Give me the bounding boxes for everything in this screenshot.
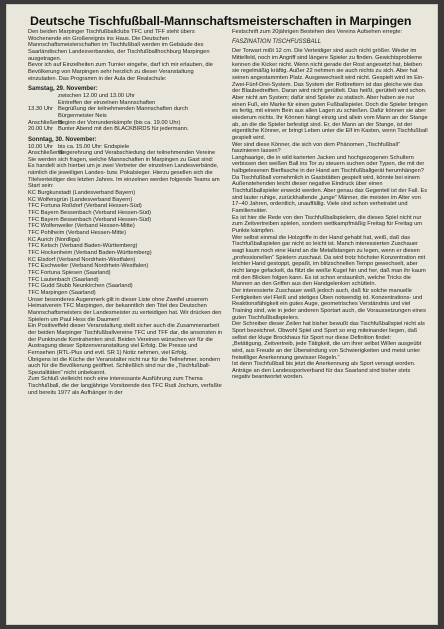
team-item: TFC Bayern Bessenbach (Verband Hessen-Süd) [28,216,151,223]
schedule-row: 13.30 Uhr Begrüßung der teilnehmenden Mannschaften durch Bürgermeister Neis [28,106,188,119]
body-paragraph: Anträge an den Landessportverband für das Saarland sind bisher stets negativ beantwortet worden. [232,367,411,381]
team-item: TFC Lautenbach (Saarland) [28,276,99,283]
body-paragraph: Der interessierte Zuschauer weiß jedoch auch, daß für solche manuelle Fertigkeiten viel Fleiß und stetiges Üben notwendig ist. Konzentrations- und Reaktionsfähigkeit ein gutes Auge, geometrisches Verständnis und viel Training sind, wie in jeder anderen Sportart auch, die Voraussetzungen eines guten Tischfußballspielers. [232,287,426,321]
body-paragraph: Es ist hier die Rede von den Tischfußballspielern, die dieses Spiel nicht nur zum Zeitvertreiben spielen, sondern wettkampfmäßig Freitag für Freitag um Punkte kämpfen. [232,214,422,235]
schedule-row: 10.00 Uhr bis ca. 15.00 Uhr: Endspiele [28,143,130,150]
team-item: TFC Fortuna Roßdorf (Verband Hessen-Süd) [28,203,142,210]
body-paragraph: Wer selbst einmal die Holzgriffe in der Hand gehabt hat, weiß, daß das Tischfußballspielen gar nicht so leicht ist. Manch interessierten Zuschauer wagt kaum noch eine Hand an die Metallstangen zu legen, wenn er diesen „professionellen“ Spielern zuschaut. Da wird trotz höchster Konzentration mit leichter Hand gestoppt, gepaßt, im blitzschnellen Tempo gewechselt, aber nicht lange gefackelt, da flitzt die weiße Kugel hin und her, daß man ihr kaum mit den Blicken folgen kann. Es ist schon erstaunlich, welche Tricks die Mannen an den Griffen aus den Handgelenken schütteln. [232,234,426,288]
newspaper-page [6,4,438,625]
sunday-heading: Sonntag, 30. November: [28,136,97,143]
schedule-row: Anschließend: Siegerehrung und Verabschiedung der teilnehmenden Vereine [28,150,216,157]
team-item: KC Wolfersgrün (Landesverband Bayern) [28,196,133,203]
body-paragraph: Ist denn Tischfußball bis jetzt die Anerkennung als Sport versagt worden. [232,361,416,368]
team-item: KC Elsdorf (Verband Nordrhein-Westfalen) [28,256,136,263]
schedule-row: Anschließend: Beginn der Vorrundenkämpfe (bis ca. 19.00 Uhr) [28,119,181,126]
team-item: TFC Pohlheim (Verband Hessen-Mitte) [28,230,126,237]
team-item: TFC Wolfenweiler (Verband Hessen-Mitte) [28,223,135,230]
section-heading: FASZINATION TISCHFUSSBALL [232,38,322,45]
body-paragraph: Der Torwart mißt 12 cm. Die Verteidiger sind auch nicht größer. Weder im Mittelfeld, noch im Angriff sind längere Spieler zu finden. Gewichtsprobleme kennen die Kicker nicht. Wenn nicht gerade der Rost angesetzt hat, bleiben sie regelmäßig kräftig. Außer 22 nehmen sie auch nichts zu sich. Aber hat seinen angestammten Platz. Ausgewechselt wird nicht. Gespielt wird im Ein-Zwei-Fünf-Drei-System. Das System der Rotbrettern ist das gleiche wie das der Blaubedreiften. Daran wird nicht gerüttelt. Das heißt, gerüttelt wird schon. Aber nicht am System; dafür sind Spieler zu statisch. Aber haben sie nur einen Fuß, ein Marke für einen guten Fußballspieler. Doch die Spieler bringen es fertig, mit einem Bein aus allen Lagen zu schießen. Dafür können sie aber wiederum nichts. Ihr Können hängt einzig und allein vom Mann an der Stange ab, an die die Spieler befestigt sind. Er, der Mann an der Stange, ist der eigentliche Könner, er bringt Leben unter die Elf im Kasten, wenn Tischfußball gespielt wird. [232,48,428,141]
cooperation-paragraph: Ein Positiveffekt dieser Veranstaltung stellt sicher auch die Zusammenarbeit der beiden Marpinger Tischfußballvereine TFC und TFF dar, die ansonsten in der Punktrunde Kontrahenten sind. Beiden Vereinen wünschen wir für die Austragung dieser Spitzenveranstaltung viel Erfolg. Die Presse und Fernsehen (RTL-Plus und evtl. SR 1) Notiz nehmen, viel Erfolg. [28,323,223,356]
team-item: TFC Gudd Stubb Neunkirchen (Saarland) [28,283,133,290]
team-item: TFC Fortuna Spiesen (Saarland) [28,269,111,276]
saturday-heading: Samstag, 29. November: [28,86,98,93]
schedule-row: 20.00 Uhr Bunter Abend mit den BLACKBIRDS für jedermann. [28,126,189,133]
closing-paragraph: Zum Schluß vielleicht noch eine interessante Ausführung zum Thema Tischfußball, die der langjährige Vorsitzende des TFC Rudi Jochum, verfaßte und bereits 1977 als Aufhänger in der [28,376,222,396]
team-item: TFC Hockenheim (Verband Baden-Württemberg) [28,250,152,256]
team-item: KC Burgkunstadt (Landesverband Bayern) [28,190,136,197]
team-item: KC Aurich (Nordliga) [28,236,80,243]
body-paragraph: Da Tischfußball vornehmlich in Gaststätten gespielt wird, könnte bei einem Außenstehenden leicht dieser negative Eindruck über einen Tischfußballspieler erweckt werden. Aber genau das Gegenteil ist der Fall. Es sind lauter ruhige, zurückhaltende „junge“ Männer, die meisten im Alter von 17–40 Jahren, ordentlich, unauffällig. Viele sind schon verheiratet und Familienväter. [232,174,428,215]
team-list [28,190,224,297]
body-paragraph: Der Schreiber dieser Zeilen hat bisher bewußt das Tischfußballspiel nicht als Sport bezeichnet. Obwohl Spiel und Sport so eng miteinander liegen, daß selbst der kluge Brockhaus für Sport nur diese Definition findet: [232,321,425,341]
schedule-row: zwischen 12.00 und 13.00 Uhr [58,92,135,99]
home-team-paragraph: Unser besonderes Augenmerk gilt in dieser Liste ohne Zweifel unserem Heimatverein TFC Marpingen, der bekanntlich den Titel des Deutschen Mannschaftsmeisters der Landesmeister zu verteidigen hat. Wir drücken den Spielern um Paul Hess die Daumen! [28,296,222,323]
schedule-row: Eintreffen der einzelnen Mannschaften [58,99,156,106]
teams-intro: Es handelt sich hierbei um je zwei Vertreter der einzelnen Landesverbände, nämlich die jeweiligen Landes- bzw. Pokalsieger. Hierzu gesellen sich die Titelverteidiger des letzten Jahres. Im einzelnen werden folgende Teams am Start sein: [28,163,220,190]
team-item: TFC Eschweiler (Verband Nordrhein-Westfalen) [28,263,149,270]
team-item: TFC Marpingen (Saarland) [28,289,96,296]
kitchen-paragraph: Übrigens ist die Küche der Veranstalter nicht nur für die Teilnehmer, sondern auch für die Bevölkerung geöffnet. Schließlich sind nur die „Tischfußball-Spezialitäten“ nicht unbekannt. [28,356,221,376]
team-item: TFC Ketsch (Verband Baden-Württemberg) [28,243,138,250]
right-column [232,29,428,381]
page-title: Deutsche Tischfußball-Mannschaftsmeisterschaften in Marpingen [30,14,412,28]
left-column [28,29,224,396]
teams-question: Sie werden sich fragen, welche Mannschaften in Marpingen zu Gast sind: [28,156,214,163]
body-paragraph: Wer sind diese Könner, die sich von dem Phänomen „Tischfußball“ faszinieren lassen? [232,141,400,155]
body-paragraph: „Betätigung, Zeitvertreib, jede Tätigkeit, die um ihrer selbst Willen ausgeübt wird, aus Freude an der Überwindung von Schwierigkeiten und meist unter freiwilliger Anerkennung gewisser Regeln.“ [232,341,422,361]
intro-paragraph: Den beiden Marpinger Tischfußballclubs TFC und TFF steht übers Wochenende ein Großereignis ins Haus. Die Deutschen Mannschaftsmeisterschaften im Tischfußball werden im Gebäude des Saarländischen Landesverbandes, der Tischfußballhochburg Marpingen ausgetragen. [28,29,210,62]
invitation-paragraph: Bevor ich auf Einzelheiten zum Turnier eingehe, darf ich mir erlauben, die Bevölkerung von Marpingen sehr herzlich zu dieser Veranstaltung einzuladen. Das Programm in der Aula der Realschule: [28,62,213,82]
team-item: TFC Bayern Bessenbach (Verband Hessen-Süd) [28,210,151,217]
body-paragraph: Langhaarige, die in wild karierten Jacken und hochgezogenen Schultern verbissen den weißen Ball ins Tor zu steuern suchen oder Typen, die mit der halbgelesenen Bierflasche in der Hand am Tischfußballgerät herumhängen? [232,154,425,175]
festschrift-intro: Festschrift zum 20jährigen Bestehen des Vereins Aufsehen erregte: [232,29,403,35]
